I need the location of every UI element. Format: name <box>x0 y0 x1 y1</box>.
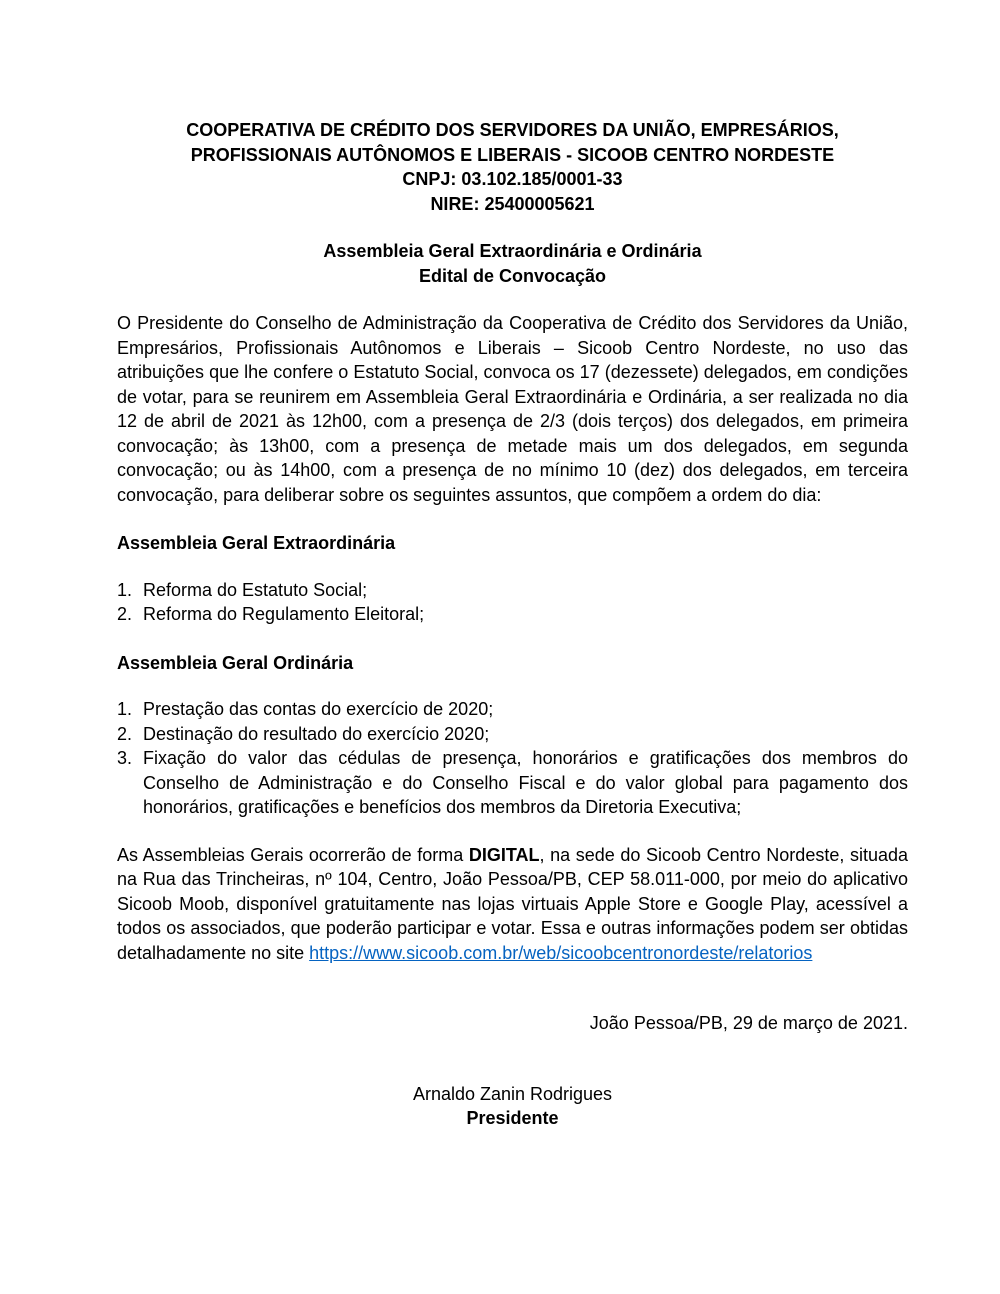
list-item-number: 2. <box>117 604 133 624</box>
signer-name: Arnaldo Zanin Rodrigues <box>412 1083 613 1104</box>
closing-text-1: As Assembleias Gerais ocorrerão de forma <box>117 844 469 865</box>
document-header <box>117 118 908 216</box>
list-item-text: Destinação do resultado do exercício 2020; <box>143 723 490 744</box>
list-item-number: 3. <box>117 748 133 768</box>
list-item-number: 2. <box>117 723 133 744</box>
list-item-text: Reforma do Estatuto Social; <box>143 579 368 600</box>
ordinaria-list <box>117 697 908 820</box>
extraordinaria-list <box>117 578 908 627</box>
intro-paragraph: O Presidente do Conselho de Administração da Cooperativa de Crédito dos Servidores da União, Empresários, Profissionais Autônomos e Liberais – Sicoob Centro Nordeste, no uso das atribuições que lhe confere o Estatuto Social, convoca os 17 (dezessete) delegados, em condições de votar, para se reunirem em Assembleia Geral Extraordinária e Ordinária, a ser realizada no dia 12 de abril de 2021 às 12h00, com a presença de 2/3 (dois terços) dos delegados, em primeira convocação; às 13h00, com a presença de metade mais um dos delegados, em segunda convocação; ou às 14h00, com a presença de no mínimo 10 (dez) dos delegados, em terceira convocação, para deliberar sobre os seguintes assuntos, que compõem a ordem do dia: <box>117 313 908 505</box>
nire-line: NIRE: 25400005621 <box>430 193 595 214</box>
section-heading-ordinaria: Assembleia Geral Ordinária <box>117 652 354 673</box>
list-item-text: Fixação do valor das cédulas de presença, honorários e gratificações dos membros do Conselho de Administração e do Conselho Fiscal e do valor global para pagamento dos honorários, gratificações e benefícios dos membros da Diretoria Executiva; <box>143 748 908 817</box>
list-item-number: 1. <box>117 699 133 719</box>
list-item-text: Reforma do Regulamento Eleitoral; <box>143 604 425 624</box>
list-item <box>117 602 908 627</box>
digital-emphasis: DIGITAL <box>468 844 540 865</box>
cnpj-line: CNPJ: 03.102.185/0001-33 <box>402 169 623 189</box>
document-subtitle <box>117 239 908 288</box>
list-item <box>117 578 908 603</box>
date-place-line: João Pessoa/PB, 29 de março de 2021. <box>589 1013 908 1033</box>
closing-text-2: , na sede do Sicoob Centro Nordeste, situada na Rua das Trincheiras, nº 104, Centro, João Pessoa/PB, CEP 58.011-000, por meio do aplicativo Sicoob Moob, disponível gratuitamente nas lojas virtuais Apple Store e Google Play, acessível a todos os associados, que poderão participar e votar. Essa e outras informações podem ser obtidas detalhadamente no site <box>117 844 908 963</box>
list-item <box>117 746 908 820</box>
cooperative-title: COOPERATIVA DE CRÉDITO DOS SERVIDORES DA UNIÃO, EMPRESÁRIOS, PROFISSIONAIS AUTÔNOMOS E LIBERAIS - SICOOB CENTRO NORDESTE <box>186 120 839 165</box>
document-content <box>117 118 908 1131</box>
list-item-text: Prestação das contas do exercício de 2020; <box>143 699 494 719</box>
section-heading-extraordinaria: Assembleia Geral Extraordinária <box>117 533 396 553</box>
closing-paragraph <box>117 843 908 966</box>
assembly-title: Assembleia Geral Extraordinária e Ordinária <box>323 241 702 261</box>
signature-block <box>117 1082 908 1131</box>
edital-title: Edital de Convocação <box>418 265 607 286</box>
list-item <box>117 697 908 722</box>
list-item-number: 1. <box>117 579 133 600</box>
list-item <box>117 722 908 747</box>
relatorios-link[interactable]: https://www.sicoob.com.br/web/sicoobcentronordeste/relatorios <box>309 942 813 963</box>
signer-role: Presidente <box>466 1108 559 1128</box>
